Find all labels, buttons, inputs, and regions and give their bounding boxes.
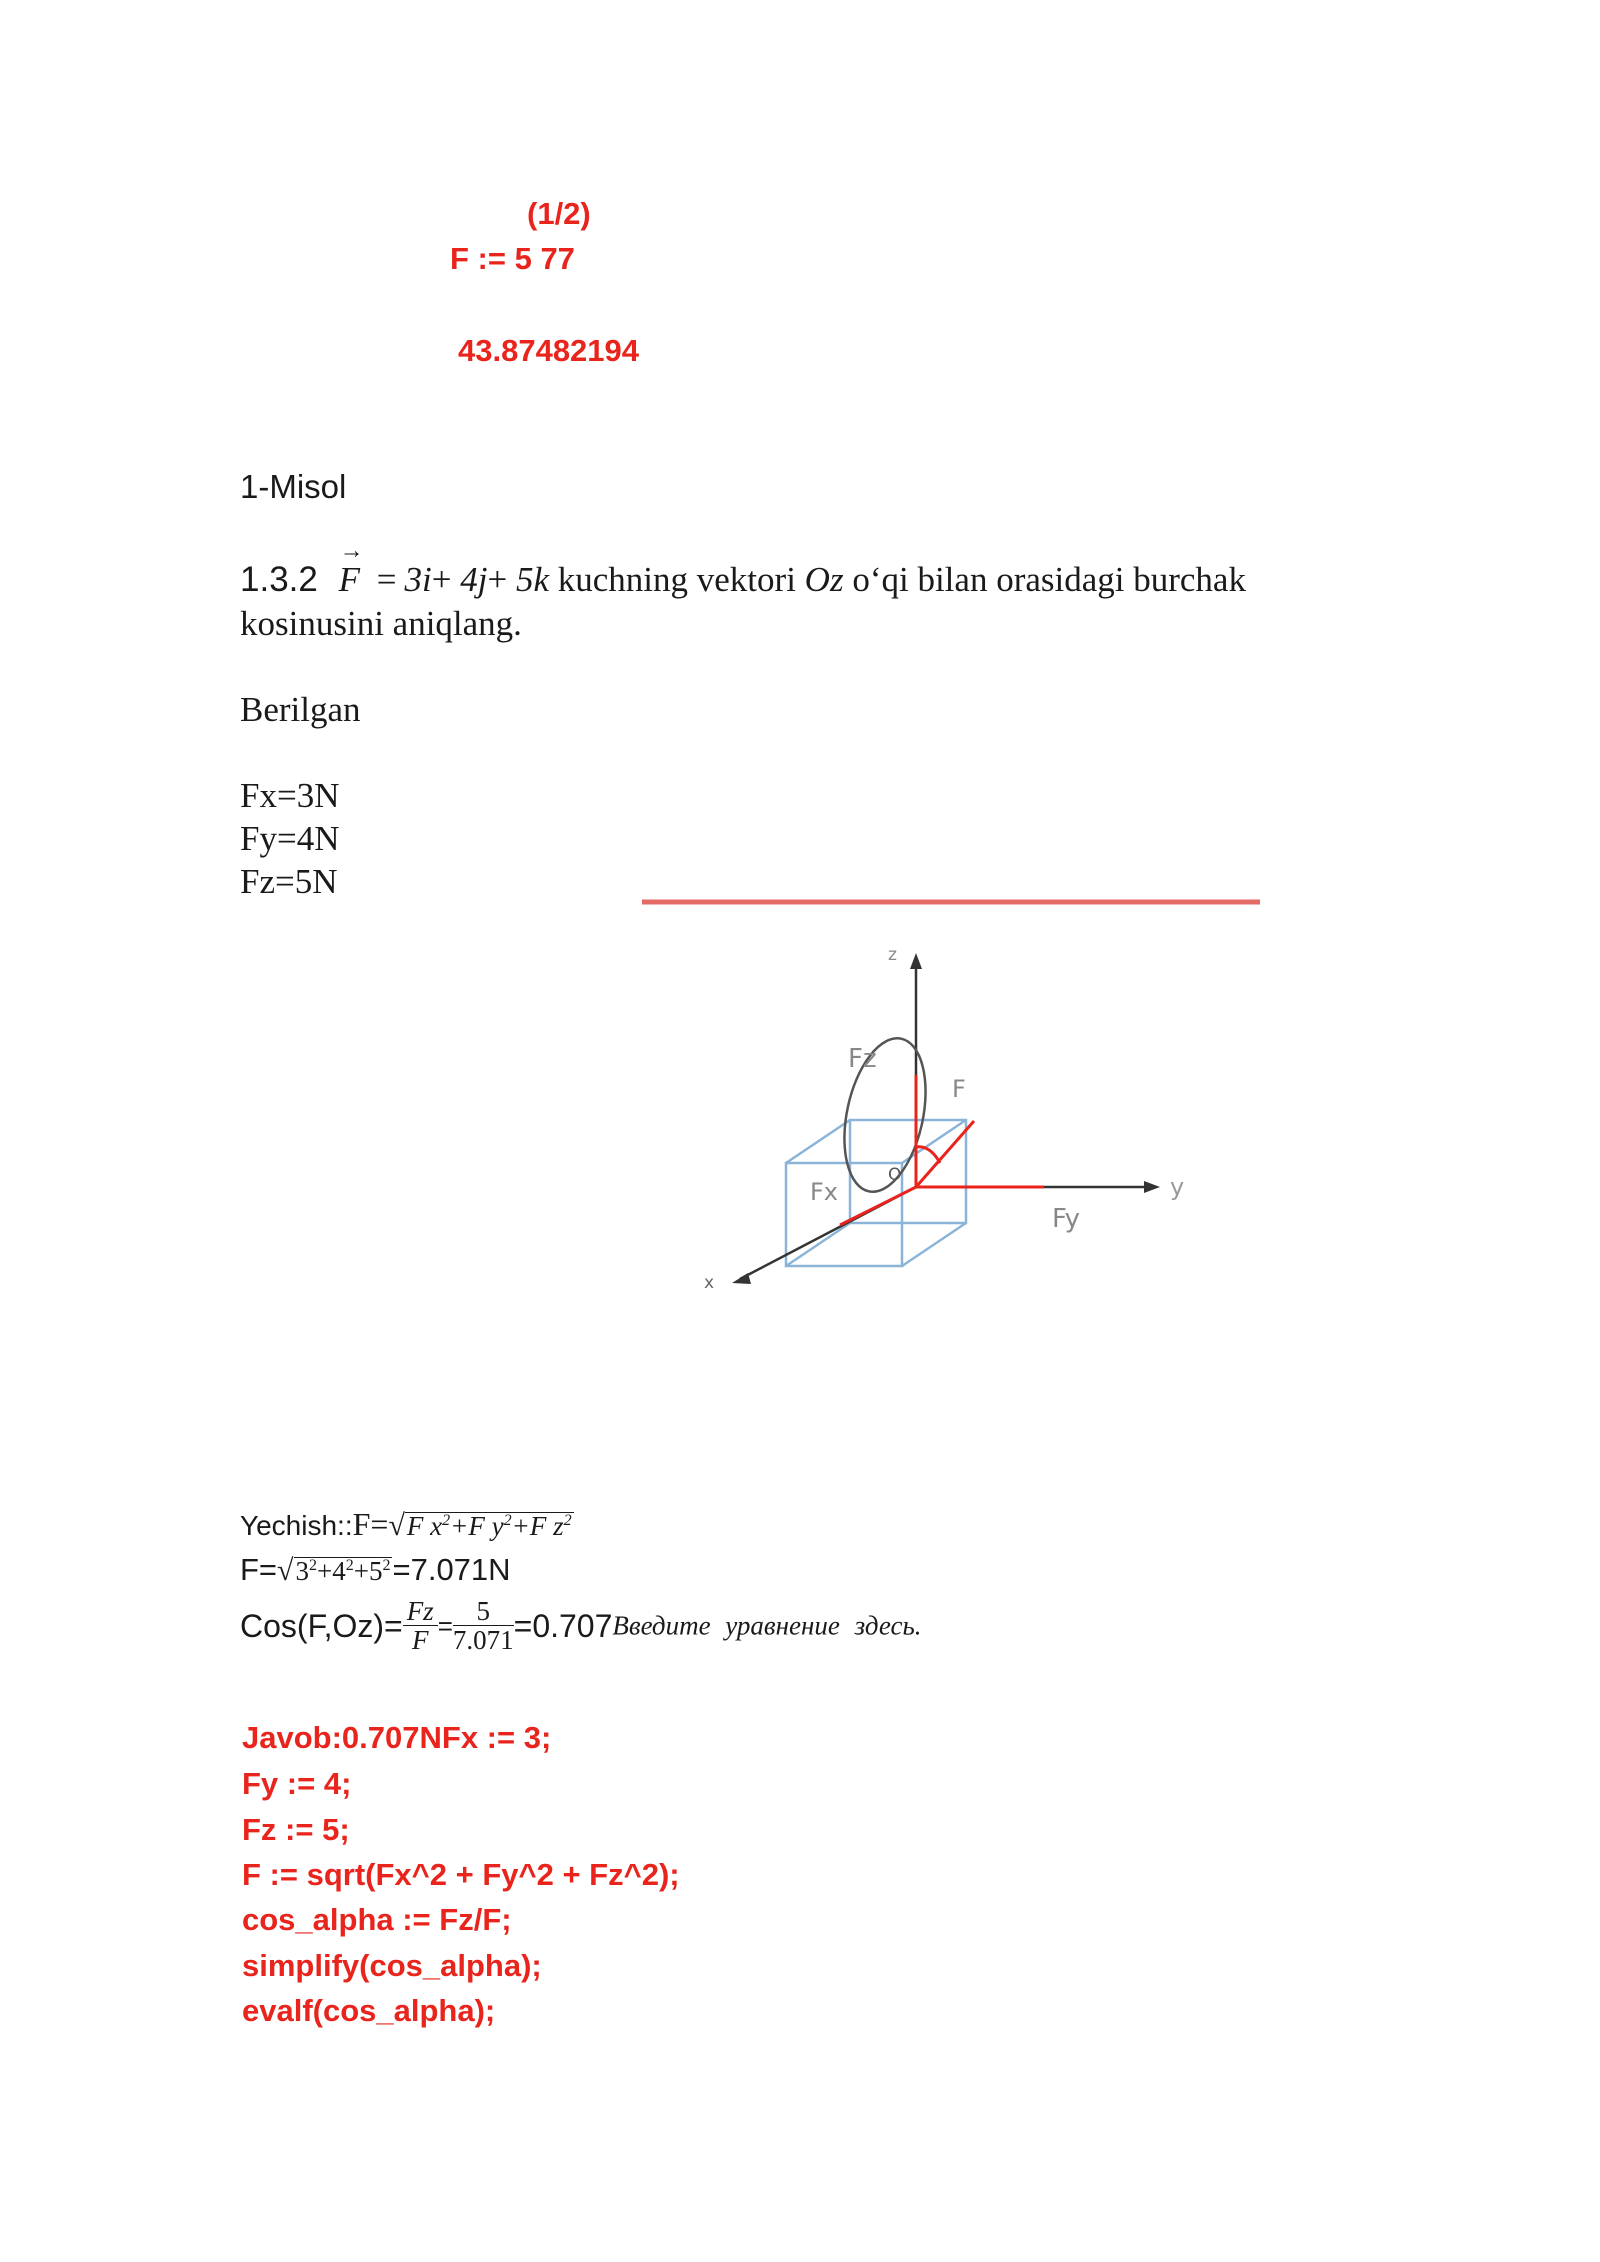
vector-fx-line: [840, 1187, 916, 1225]
solution-sqrt: F $x^2+F$ $y^2+F$ $z^2$: [406, 1511, 572, 1541]
code-line-4: F := sqrt(Fx^2 + Fy^2 + Fz^2);: [242, 1857, 680, 1892]
vector-figure: [640, 895, 1280, 1435]
solution-f-result: =7.071N: [392, 1552, 511, 1587]
plus-2: +: [487, 560, 508, 599]
plus-1: +: [431, 560, 452, 599]
example-title: 1-Misol: [240, 468, 347, 505]
problem-text-2: o‘qi bilan orasidagi burchak: [852, 560, 1246, 599]
cos-result: =0.707: [513, 1607, 613, 1644]
axis-oz: Oz: [804, 560, 844, 599]
solution-line-1: Yechish::F=√F $x^2+F$ $y^2+F$ $z^2$: [240, 1506, 572, 1542]
code-line-6: simplify(cos_alpha);: [242, 1948, 542, 1983]
fraction-fz-f: $\frac{Fz}{F}$: [403, 1597, 438, 1655]
code-line-2: Fy := 4;: [242, 1766, 352, 1801]
axis-z-arrow: [910, 953, 922, 969]
problem-text-1: kuchning vektori: [557, 560, 796, 599]
eq-sign: =: [437, 1610, 453, 1641]
axis-y-arrow: [1144, 1181, 1160, 1193]
axis-x-label: x: [704, 1273, 715, 1293]
code-line-1: Javob:0.707NFx := 3;: [242, 1720, 552, 1755]
code-line-3: Fz := 5;: [242, 1812, 350, 1847]
solution-f-eq: F=: [352, 1506, 389, 1542]
label-fz: Fz: [848, 1044, 877, 1074]
label-fy: Fy: [1052, 1204, 1080, 1234]
vector-f: → F: [338, 538, 364, 599]
fraction-label: (1/2): [527, 196, 591, 231]
given-fx: Fx=3N: [240, 776, 340, 815]
code-line-5: cos_alpha := Fz/F;: [242, 1902, 512, 1937]
term-k: 5k: [515, 560, 550, 599]
axis-y-label: y: [1170, 1173, 1185, 1201]
angle-arc: [916, 1147, 940, 1163]
solution-sqrt-nums: $3^2+4^2+5^2$: [295, 1556, 391, 1586]
equals-sign: =: [376, 560, 397, 599]
term-j: 4j: [460, 560, 488, 599]
label-fx: Fx: [810, 1178, 839, 1206]
given-fz: Fz=5N: [240, 862, 338, 901]
problem-statement: [240, 538, 1246, 600]
equation-placeholder: Введите уравнение здесь.: [612, 1610, 922, 1641]
problem-text-line2: kosinusini aniqlang.: [240, 604, 522, 643]
f-assign-line: F := 5 77: [450, 241, 575, 276]
solution-line-2: $F=√3^2+4^2+5^2=7.071N$: [240, 1552, 511, 1587]
solution-label: Yechish::: [240, 1510, 353, 1541]
term-i: 3i: [404, 560, 432, 599]
result-value: 43.87482194: [458, 333, 640, 368]
label-f: F: [952, 1075, 966, 1103]
given-fy: Fy=4N: [240, 819, 340, 858]
given-label: Berilgan: [240, 690, 361, 729]
solution-line-3: [240, 1597, 921, 1655]
problem-number: 1.3.2: [240, 560, 318, 599]
origin-label: O: [888, 1165, 902, 1185]
force-vectors: [840, 1075, 1044, 1225]
solution-f-eq2: F=: [240, 1552, 278, 1587]
axis-z-label: z: [888, 945, 897, 965]
fraction-5-7071: $\frac{5}{7.071}$: [452, 1596, 514, 1656]
axis-x-arrow: [732, 1273, 751, 1284]
cos-label: Cos(F,Oz)=: [240, 1607, 403, 1644]
code-line-7: evalf(cos_alpha);: [242, 1993, 496, 2028]
